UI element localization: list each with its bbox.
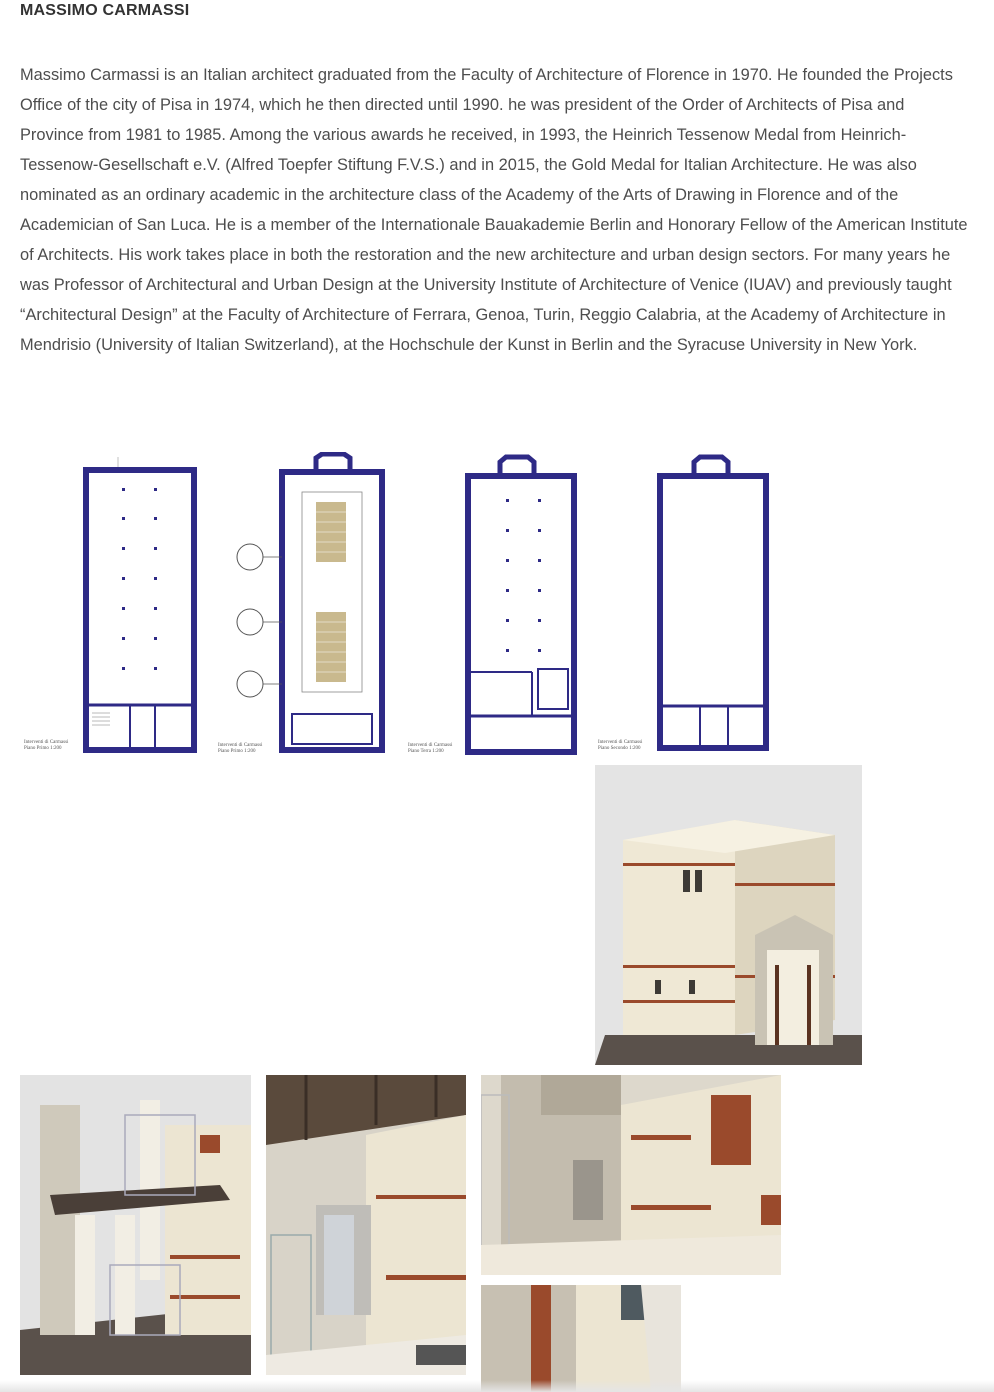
plan-2-caption-line1: Interventi di Carmassi	[218, 743, 263, 748]
floor-plan-1	[80, 455, 200, 755]
model-photo-wall-detail	[481, 1285, 681, 1392]
plan-1-caption-line2: Piano Primo 1:200	[24, 746, 62, 751]
plan-2-caption-line2: Piano Primo 1:200	[218, 749, 256, 754]
plan-3-caption-line1: Interventi di Carmassi	[408, 743, 453, 748]
model-photo-interior-elevator	[266, 1075, 466, 1375]
floor-plan-3	[462, 454, 587, 759]
plan-1-caption-line1: Interventi di Carmassi	[24, 740, 69, 745]
bio-paragraph: Massimo Carmassi is an Italian architect graduated from the Faculty of Architecture of Florence in 1970. He founded the Projects Office of the city of Pisa in 1974, which he then directed until 1990. he was president of the Order of Architects of Pisa and Province from 1981 to 1985. Among the various awards he received, in 1993, the Heinrich Tessenow Medal from Heinrich-Tessenow-Gesellschaft e.V. (Alfred Toepfer Stiftung F.V.S.) and in 2015, the Gold Medal for Italian Architecture. He was also nominated as an ordinary academic in the architecture class of the Academy of the Arts of Drawing in Florence and of the Academician of San Luca. He is a member of the Internationale Bauakademie Berlin and Honorary Fellow of the American Institute of Architects. His work takes place in both the restoration and the new architecture and urban design sectors. For many years he was Professor of Architectural and Urban Design at the University Institute of Architecture of Venice (IUAV) and previously taught “Architectural Design” at the Faculty of Architecture of Ferrara, Genoa, Turin, Reggio Calabria, at the Academy of Architecture in Mendrisio (University of Italian Switzerland), at the Hochschule der Kunst in Berlin and the Syracuse University in New York.	[20, 66, 968, 354]
model-photo-tower	[595, 765, 862, 1065]
floor-plan-4	[654, 454, 774, 754]
model-photo-courtyard	[481, 1075, 781, 1275]
page-title: MASSIMO CARMASSI	[20, 2, 190, 19]
floor-plan-2	[232, 452, 392, 757]
plan-4-caption-line2: Piano Secondo 1:200	[598, 746, 641, 751]
model-photo-section	[20, 1075, 251, 1375]
page-bottom-edge	[0, 1380, 994, 1392]
plan-3-caption-line2: Piano Terra 1:200	[408, 749, 444, 754]
plan-4-caption-line1: Interventi di Carmassi	[598, 740, 643, 745]
